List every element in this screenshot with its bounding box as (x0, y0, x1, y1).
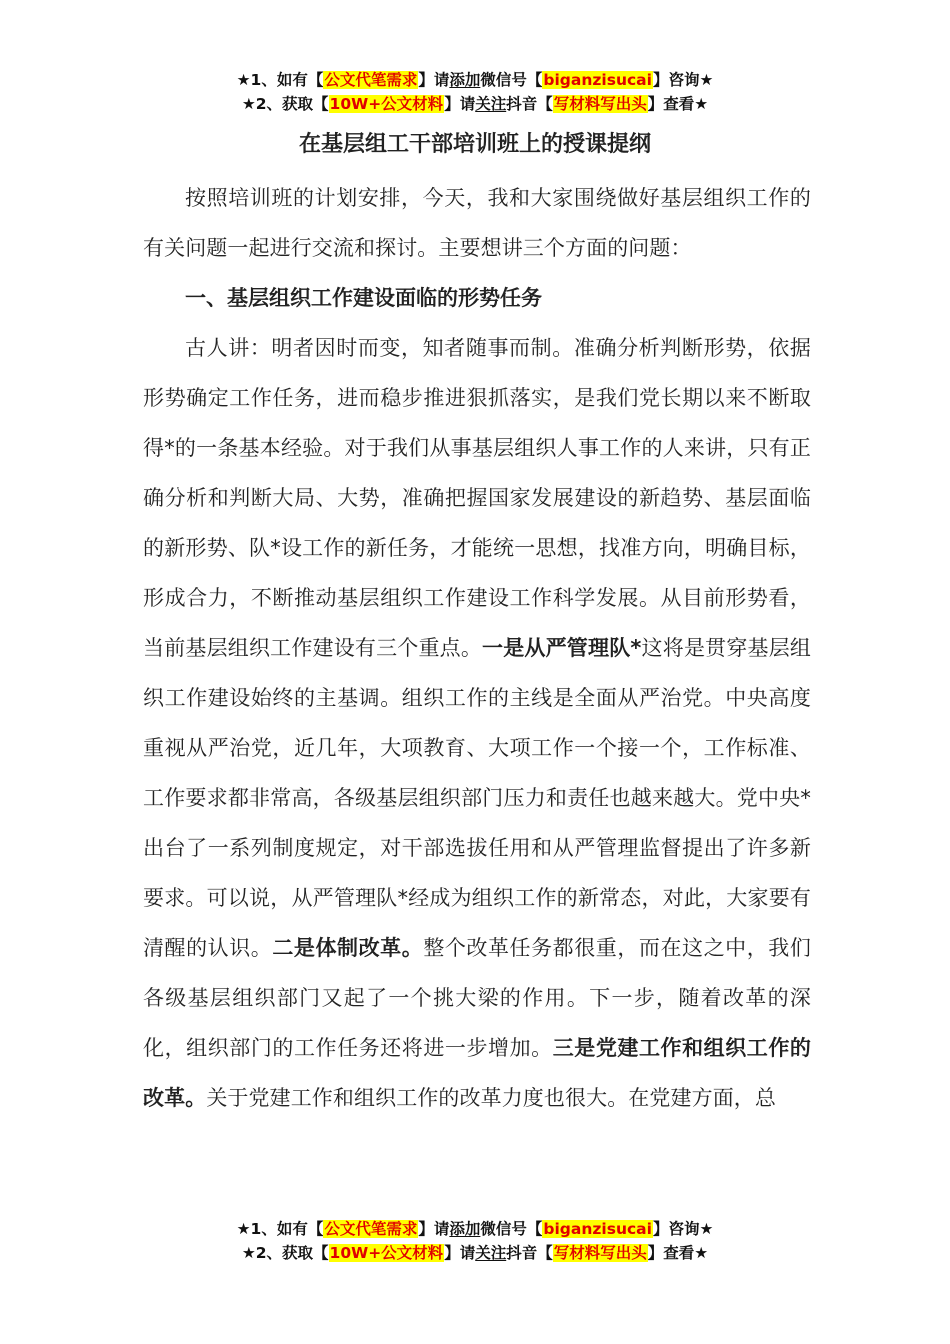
promo-text: ★1、如有【 (236, 1220, 324, 1238)
bottom-promo-banner (0, 1217, 950, 1265)
promo-text: ★2、获取【 (241, 95, 329, 113)
body-text: 整个改革任务都很重，而在这之中，我们各级基层组织部门又起了一个挑大梁的作用。下一步，随着改革的深化，组织部门的工作任务还将进一步增加。 (143, 936, 811, 1060)
document-title: 在基层组工干部培训班上的授课提纲 (298, 132, 651, 157)
promo-text: 】请 (444, 1244, 476, 1262)
promo-highlight: 公文代笔需求 (324, 1220, 418, 1238)
promo-text: 】查看★ (647, 1244, 709, 1262)
promo-text: 抖音【 (506, 95, 553, 113)
promo-wechat-id: biganzisucai (543, 71, 652, 89)
top-promo-banner (0, 68, 950, 116)
promo-text: 】咨询★ (652, 1220, 714, 1238)
promo-wechat-id: biganzisucai (543, 1220, 652, 1238)
bold-point-2: 二是体制改革。 (272, 936, 424, 960)
section-heading: 一、基层组织工作建设面临的形势任务 (185, 286, 542, 310)
body-text: 这将是贯穿基层组织工作建设始终的主基调。组织工作的主线是全面从严治党。中央高度重视从严治党，近几年，大项教育、大项工作一个接一个，工作标准、工作要求都非常高，各级基层组织部门压力和责任也越来越大。党中央*出台了一系列制度规定，对干部选拔任用和从严管理监督提出了许多新要求。可以说，从严管理队*经成为组织工作的新常态，对此，大家要有清醒的认识。 (143, 636, 811, 960)
promo-underlined: 添加 (449, 71, 481, 89)
body-paragraph (143, 323, 811, 1123)
bold-point-1: 一是从严管理队* (482, 636, 642, 660)
promo-text: 微信号【 (480, 71, 543, 89)
promo-highlight: 10W+公文材料 (329, 95, 444, 113)
promo-text: 微信号【 (480, 1220, 543, 1238)
promo-line-2 (0, 92, 950, 116)
promo-text: 】查看★ (647, 95, 709, 113)
promo-text: 】请 (418, 1220, 450, 1238)
body-text: 古人讲：明者因时而变，知者随事而制。准确分析判断形势，依据形势确定工作任务，进而稳步推进狠抓落实，是我们党长期以来不断取得*的一条基本经验。对于我们从事基层组织人事工作的人来讲，只有正确分析和判断大局、大势，准确把握国家发展建设的新趋势、基层面临的新形势、队*设工作的新任务，才能统一思想，找准方向，明确目标，形成合力，不断推动基层组织工作建设工作科学发展。从目前形势看，当前基层组织工作建设有三个重点。 (143, 336, 811, 660)
promo-text: 】请 (418, 71, 450, 89)
promo-highlight: 10W+公文材料 (329, 1244, 444, 1262)
promo-line-2 (0, 1241, 950, 1265)
promo-underlined: 关注 (475, 95, 507, 113)
promo-highlight: 公文代笔需求 (324, 71, 418, 89)
promo-text: ★1、如有【 (236, 71, 324, 89)
document-body (143, 173, 811, 1123)
promo-line-1 (0, 1217, 950, 1241)
promo-text: 】咨询★ (652, 71, 714, 89)
promo-line-1 (0, 68, 950, 92)
promo-text: ★2、获取【 (241, 1244, 329, 1262)
promo-text: 】请 (444, 95, 476, 113)
promo-douyin-name: 写材料写出头 (553, 95, 647, 113)
promo-underlined: 添加 (449, 1220, 481, 1238)
intro-paragraph: 按照培训班的计划安排，今天，我和大家围绕做好基层组织工作的有关问题一起进行交流和探讨。主要想讲三个方面的问题： (143, 186, 811, 260)
promo-underlined: 关注 (475, 1244, 507, 1262)
promo-text: 抖音【 (506, 1244, 553, 1262)
body-text: 关于党建工作和组织工作的改革力度也很大。在党建方面，总 (206, 1086, 777, 1110)
bold-point-3: 三是党建工作和组织工作的改革。 (143, 1036, 811, 1110)
promo-douyin-name: 写材料写出头 (553, 1244, 647, 1262)
